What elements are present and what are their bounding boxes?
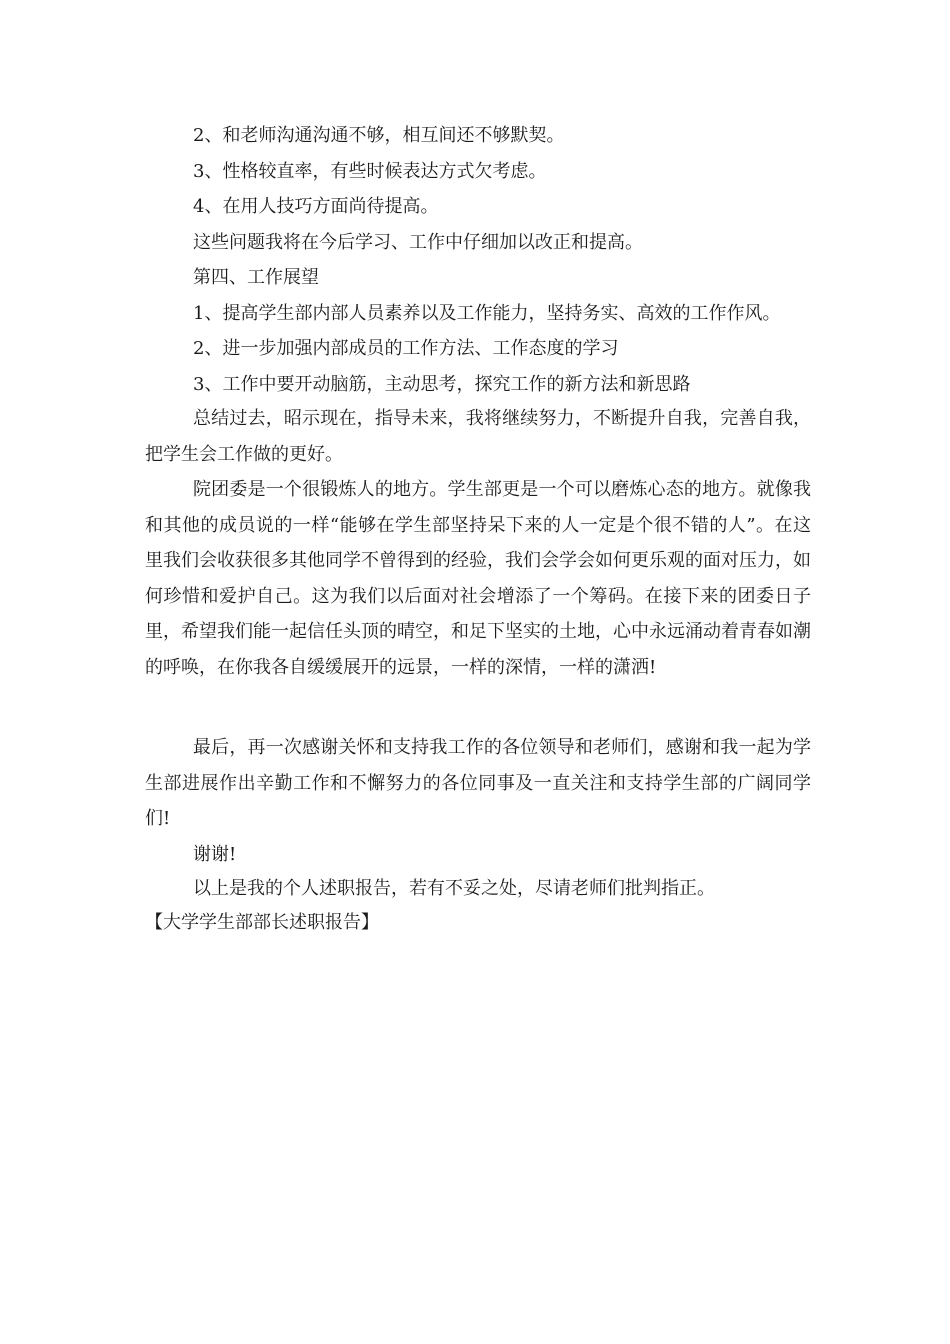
document-tag: 【大学学生部部长述职报告】 <box>145 912 379 933</box>
paragraph-summary: 总结过去，昭示现在，指导未来，我将继续努力，不断提升自我，完善自我，把学生会工作做的更好。 <box>145 408 811 465</box>
closing-statement: 以上是我的个人述职报告，若有不妥之处，尽请老师们批判指正。 <box>193 878 715 899</box>
list-item-shortcoming-3: 3、性格较直率，有些时候表达方式欠考虑。 <box>193 161 547 182</box>
section-heading-outlook: 第四、工作展望 <box>193 267 319 288</box>
list-item-outlook-3: 3、工作中要开动脑筋，主动思考，探究工作的新方法和新思路 <box>193 374 691 395</box>
improvement-statement: 这些问题我将在今后学习、工作中仔细加以改正和提高。 <box>193 232 643 253</box>
paragraph-thanks: 最后，再一次感谢关怀和支持我工作的各位领导和老师们，感谢和我一起为学生部进展作出辛勤工作和不懈努力的各位同事及一直关注和支持学生部的广阔同学们! <box>145 737 811 829</box>
paragraph-reflection: 院团委是一个很锻炼人的地方。学生部更是一个可以磨炼心态的地方。就像我和其他的成员说的一样“能够在学生部坚持呆下来的人一定是个很不错的人”。在这里我们会收获很多其他同学不曾得到的经验，我们会学会如何更乐观的面对压力，如何珍惜和爱护自己。这为我们以后面对社会增添了一个筹码。在接下来的团委日子里，希望我们能一起信任头顶的晴空，和足下坚实的土地，心中永远涌动着青春如潮的呼唤，在你我各自缓缓展开的远景，一样的深情，一样的潇洒! <box>145 479 811 678</box>
list-item-shortcoming-2: 2、和老师沟通沟通不够，相互间还不够默契。 <box>193 125 565 146</box>
closing-thanks: 谢谢! <box>193 844 237 865</box>
list-item-shortcoming-4: 4、在用人技巧方面尚待提高。 <box>193 196 439 217</box>
list-item-outlook-1: 1、提高学生部内部人员素养以及工作能力，坚持务实、高效的工作作风。 <box>193 303 781 324</box>
list-item-outlook-2: 2、进一步加强内部成员的工作方法、工作态度的学习 <box>193 338 619 359</box>
